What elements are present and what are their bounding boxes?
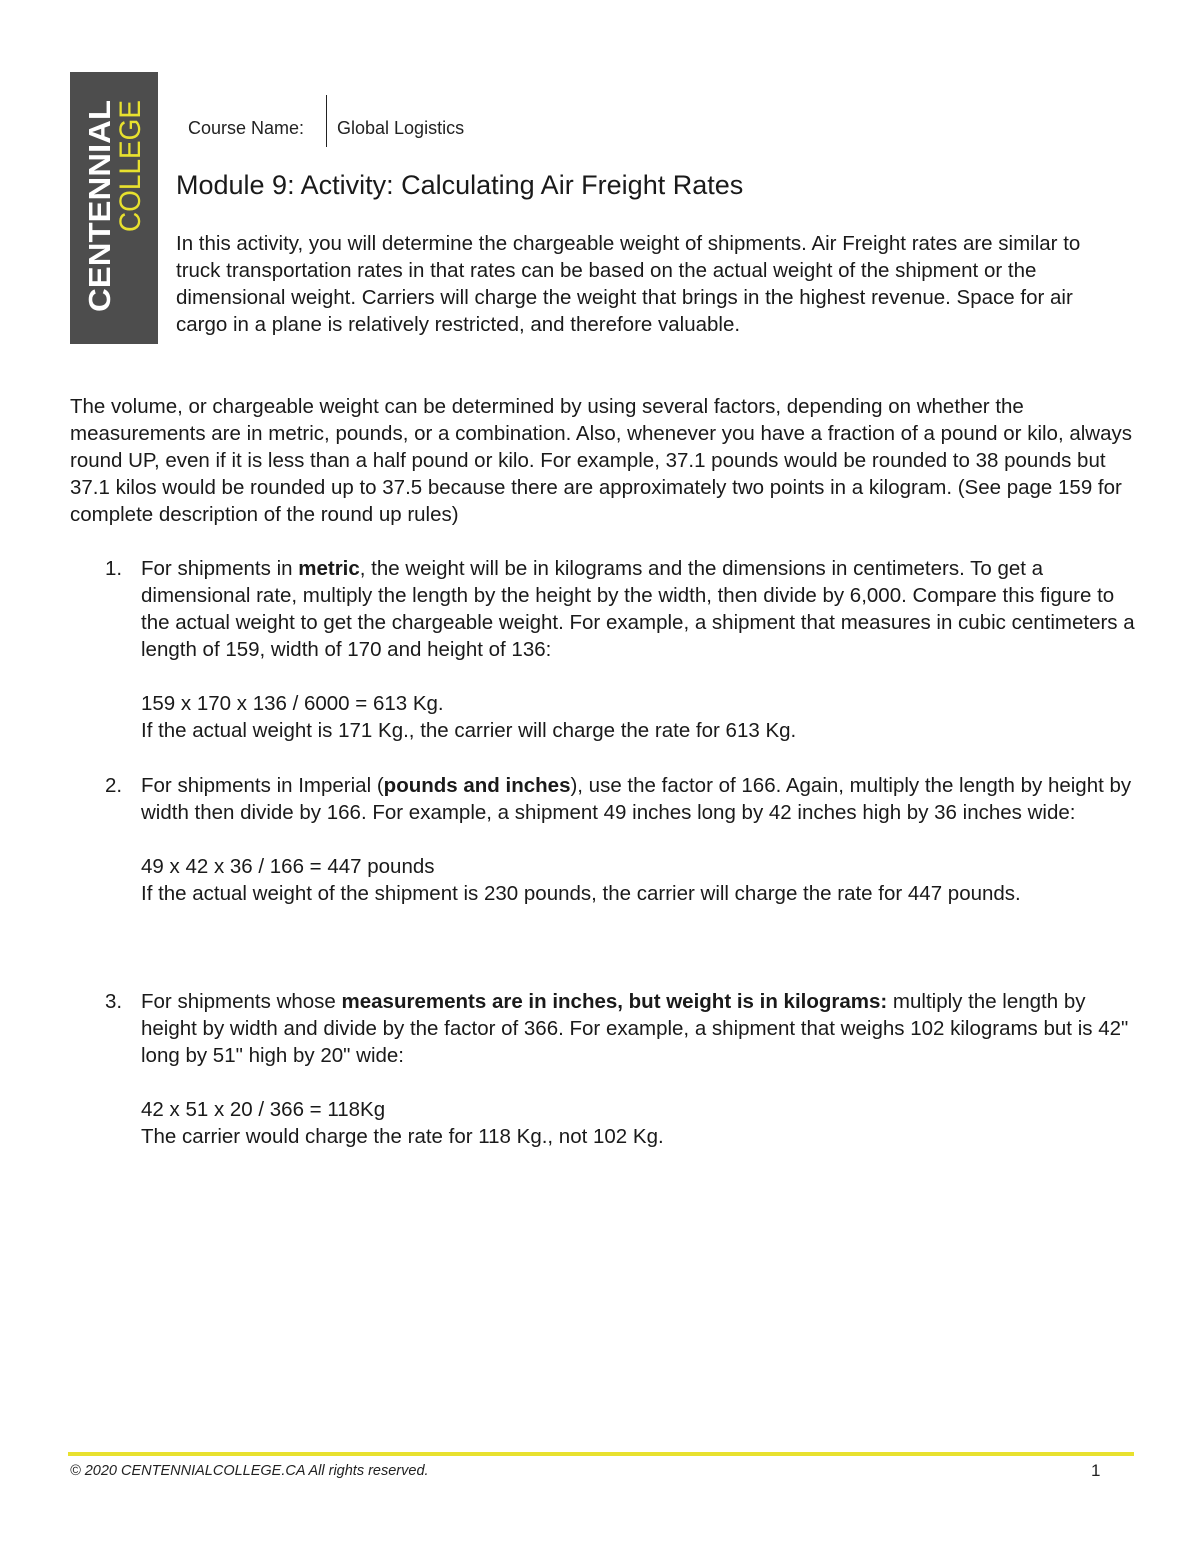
description-bold: pounds and inches [383, 774, 571, 797]
footer-divider [68, 1452, 1134, 1456]
list-item-description [141, 988, 1136, 1069]
list-item-number: 1. [105, 557, 123, 580]
description-text: ), use the factor of 166. Again, multiply the length by height by width then divide by 166. For example, a shipment 49 inches long by 42 inches high by 36 inches wide: [141, 774, 1132, 824]
list-item-body [141, 555, 1136, 744]
description-text: , the weight will be in kilograms and the dimensions in centimeters. To get a dimensional rate, multiply the length by the height by the width, then divide by 6,000. Compare this figure to the actual weight to get the chargeable weight. For example, a shipment that measures in cubic centimeters a length of 159, width of 170 and height of 136: [141, 557, 1135, 661]
logo-line-centennial: CENTENNIAL [82, 112, 117, 312]
calculation-result: The carrier would charge the rate for 118 Kg., not 102 Kg. [141, 1125, 664, 1148]
college-logo-wordmark [70, 72, 158, 344]
description-text: For shipments in Imperial ( [141, 774, 384, 797]
list-item-description [141, 772, 1136, 826]
calculation: 159 x 170 x 136 / 6000 = 613 Kg. [141, 692, 444, 715]
page-number: 1 [1091, 1461, 1101, 1480]
course-name-value: Global Logistics [337, 118, 465, 138]
page-title: Module 9: Activity: Calculating Air Freight Rates [176, 170, 744, 200]
description-text: For shipments whose [141, 990, 342, 1013]
calculation-result: If the actual weight is 171 Kg., the carrier will charge the rate for 613 Kg. [141, 719, 797, 742]
list-item-number: 3. [105, 990, 123, 1013]
calculation: 49 x 42 x 36 / 166 = 447 pounds [141, 855, 435, 878]
description-bold: measurements are in inches, but weight is in kilograms: [341, 990, 888, 1013]
description-bold: metric [298, 557, 360, 580]
intro-paragraph: In this activity, you will determine the chargeable weight of shipments. Air Freight rates are similar to truck transportation rates in that rates can be based on the actual weight of the shipment or the dimensional weight. Carriers will charge the weight that brings in the highest revenue. Space for air cargo in a plane is relatively restricted, and therefore valuable. [176, 232, 1081, 336]
calculation-result: If the actual weight of the shipment is 230 pounds, the carrier will charge the rate for 447 pounds. [141, 882, 1021, 905]
footer-copyright: © 2020 CENTENNIALCOLLEGE.CA All rights reserved. [70, 1463, 429, 1479]
chargeable-weight-paragraph: The volume, or chargeable weight can be determined by using several factors, depending on whether the measurements are in metric, pounds, or a combination. Also, whenever you have a fraction of a pound or kilo, always round UP, even if it is less than a half pound or kilo. For example, 37.1 pounds would be rounded to 38 pounds but 37.1 kilos would be rounded up to 37.5 because there are approximately two points in a kilogram. (See page 159 for complete description of the round up rules) [70, 395, 1133, 526]
college-logo [70, 72, 158, 344]
list-item-description [141, 555, 1136, 663]
course-name-label: Course Name: [188, 118, 305, 138]
description-text: For shipments in [141, 557, 299, 580]
course-divider [326, 95, 327, 147]
list-item-number: 2. [105, 774, 123, 797]
list-item-body [141, 772, 1136, 907]
calculation: 42 x 51 x 20 / 366 = 118Kg [141, 1098, 386, 1121]
logo-line-college: COLLEGE [114, 90, 147, 232]
description-text: multiply the length by height by width and divide by the factor of 366. For example, a shipment that weighs 102 kilograms but is 42" long by 51" high by 20" wide: [141, 990, 1129, 1067]
list-item-body [141, 988, 1136, 1150]
